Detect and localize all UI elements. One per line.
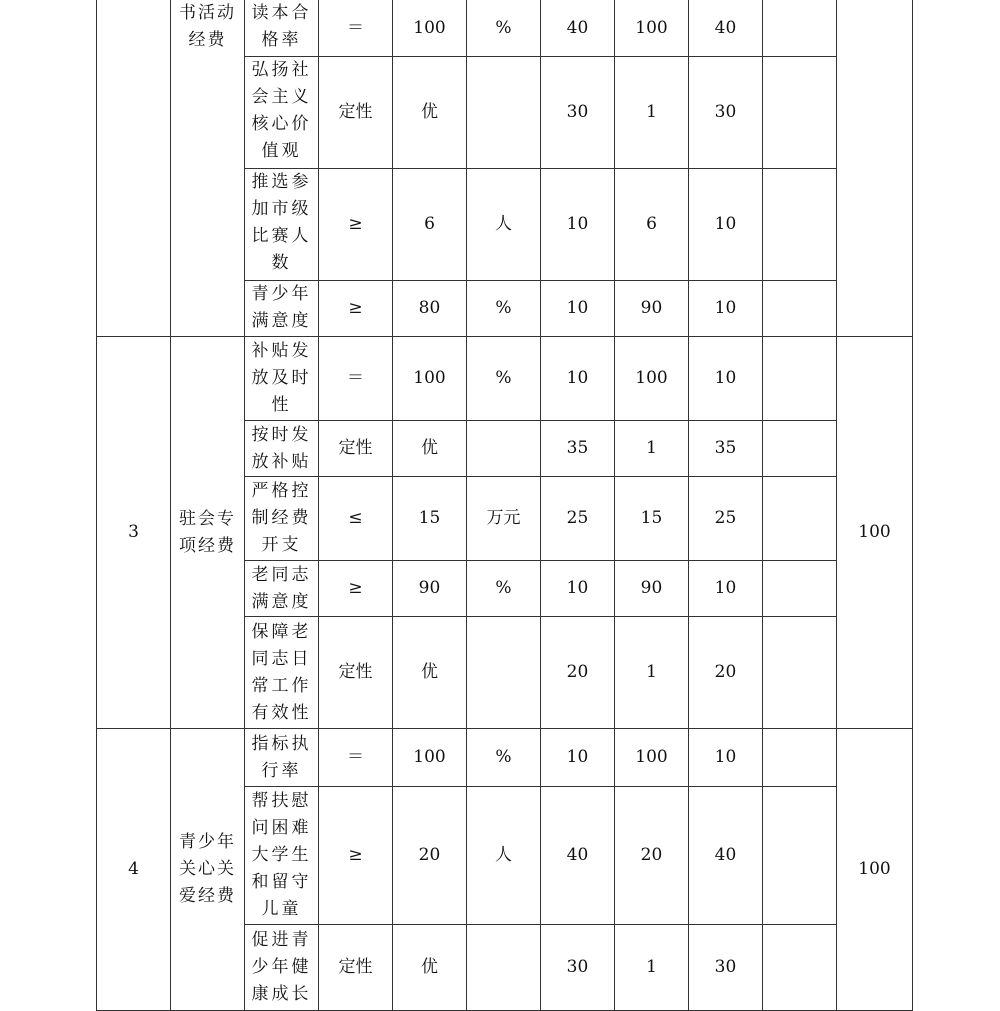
indicator-cell [245, 925, 319, 1011]
project-name-cell-text: 驻会专项经费 [179, 508, 236, 556]
target-cell: 80 [393, 281, 467, 337]
remark-cell [763, 57, 837, 169]
operator-cell: ＝ [319, 337, 393, 421]
indicator-cell-text: 按时发放补贴 [251, 424, 312, 472]
indicator-cell-text: 指标执行率 [251, 733, 312, 781]
score-cell: 35 [689, 421, 763, 477]
remark-cell [763, 729, 837, 787]
actual-cell: 90 [615, 561, 689, 617]
indicator-cell [245, 337, 319, 421]
weight-cell: 20 [541, 617, 615, 729]
operator-cell: 定性 [319, 421, 393, 477]
target-cell: 20 [393, 787, 467, 925]
score-cell: 30 [689, 57, 763, 169]
operator-cell: ＝ [319, 729, 393, 787]
table-row [97, 0, 913, 57]
unit-cell [467, 421, 541, 477]
indicator-cell-text: 帮扶慰问困难大学生和留守儿童 [251, 791, 312, 919]
indicator-cell [245, 0, 319, 57]
unit-cell [467, 57, 541, 169]
indicator-cell-text: 推选参加市级比赛人数 [251, 172, 312, 273]
unit-cell: % [467, 729, 541, 787]
actual-cell: 100 [615, 0, 689, 57]
indicator-cell-text: 严格控制经费开支 [251, 481, 312, 555]
weight-cell: 35 [541, 421, 615, 477]
unit-cell: % [467, 0, 541, 57]
indicator-cell [245, 169, 319, 281]
indicator-cell [245, 57, 319, 169]
score-cell: 40 [689, 0, 763, 57]
project-name-cell-text: 书活动经费 [179, 3, 236, 50]
indicator-cell-text: 弘扬社会主义核心价值观 [251, 60, 312, 161]
indicator-cell-text: 促进青少年健康成长 [251, 930, 312, 1004]
operator-cell: 定性 [319, 617, 393, 729]
remark-cell [763, 337, 837, 421]
target-cell: 100 [393, 337, 467, 421]
weight-cell: 25 [541, 477, 615, 561]
project-number-cell [97, 0, 171, 337]
performance-table [96, 0, 913, 1011]
unit-cell: % [467, 561, 541, 617]
weight-cell: 10 [541, 561, 615, 617]
target-cell: 90 [393, 561, 467, 617]
indicator-cell-text: 补贴发放及时性 [251, 341, 312, 415]
target-cell: 100 [393, 0, 467, 57]
weight-cell: 30 [541, 925, 615, 1011]
unit-cell: 万元 [467, 477, 541, 561]
operator-cell: ≥ [319, 169, 393, 281]
indicator-cell [245, 787, 319, 925]
unit-cell [467, 617, 541, 729]
remark-cell [763, 617, 837, 729]
remark-cell [763, 477, 837, 561]
actual-cell: 1 [615, 617, 689, 729]
project-number-cell: 3 [97, 337, 171, 729]
project-name-cell [171, 729, 245, 1011]
score-cell: 10 [689, 281, 763, 337]
total-score-cell: 100 [837, 337, 913, 729]
score-cell: 10 [689, 337, 763, 421]
remark-cell [763, 421, 837, 477]
target-cell: 优 [393, 57, 467, 169]
remark-cell [763, 169, 837, 281]
weight-cell: 10 [541, 337, 615, 421]
actual-cell: 1 [615, 925, 689, 1011]
score-cell: 10 [689, 729, 763, 787]
remark-cell [763, 0, 837, 57]
project-name-cell [171, 337, 245, 729]
unit-cell: 人 [467, 169, 541, 281]
operator-cell: ≥ [319, 561, 393, 617]
indicator-cell-text: 老同志满意度 [251, 564, 312, 612]
score-cell: 25 [689, 477, 763, 561]
actual-cell: 90 [615, 281, 689, 337]
table-row [97, 729, 913, 787]
actual-cell: 20 [615, 787, 689, 925]
actual-cell: 100 [615, 729, 689, 787]
unit-cell: % [467, 281, 541, 337]
indicator-cell [245, 281, 319, 337]
operator-cell: 定性 [319, 57, 393, 169]
project-number-cell: 4 [97, 729, 171, 1011]
table-body [97, 0, 913, 1011]
unit-cell: % [467, 337, 541, 421]
indicator-cell [245, 477, 319, 561]
weight-cell: 10 [541, 169, 615, 281]
score-cell: 30 [689, 925, 763, 1011]
remark-cell [763, 787, 837, 925]
total-score-cell: 100 [837, 729, 913, 1011]
table-row [97, 337, 913, 421]
operator-cell: ＝ [319, 0, 393, 57]
score-cell: 20 [689, 617, 763, 729]
weight-cell: 30 [541, 57, 615, 169]
operator-cell: ≥ [319, 787, 393, 925]
indicator-cell [245, 617, 319, 729]
indicator-cell [245, 421, 319, 477]
score-cell: 40 [689, 787, 763, 925]
indicator-cell [245, 561, 319, 617]
target-cell: 6 [393, 169, 467, 281]
weight-cell: 10 [541, 281, 615, 337]
target-cell: 15 [393, 477, 467, 561]
target-cell: 优 [393, 421, 467, 477]
target-cell: 100 [393, 729, 467, 787]
project-name-cell [171, 0, 245, 337]
weight-cell: 10 [541, 729, 615, 787]
total-score-cell [837, 0, 913, 337]
score-cell: 10 [689, 169, 763, 281]
actual-cell: 1 [615, 421, 689, 477]
weight-cell: 40 [541, 0, 615, 57]
remark-cell [763, 561, 837, 617]
weight-cell: 40 [541, 787, 615, 925]
actual-cell: 1 [615, 57, 689, 169]
indicator-cell [245, 729, 319, 787]
operator-cell: 定性 [319, 925, 393, 1011]
remark-cell [763, 281, 837, 337]
project-name-cell-text: 青少年关心关爱经费 [179, 832, 236, 906]
actual-cell: 6 [615, 169, 689, 281]
operator-cell: ≤ [319, 477, 393, 561]
actual-cell: 15 [615, 477, 689, 561]
indicator-cell-text: 读本合格率 [251, 3, 312, 50]
unit-cell: 人 [467, 787, 541, 925]
operator-cell: ≥ [319, 281, 393, 337]
actual-cell: 100 [615, 337, 689, 421]
unit-cell [467, 925, 541, 1011]
score-cell: 10 [689, 561, 763, 617]
indicator-cell-text: 青少年满意度 [251, 284, 312, 331]
indicator-cell-text: 保障老同志日常工作有效性 [251, 621, 312, 723]
target-cell: 优 [393, 617, 467, 729]
remark-cell [763, 925, 837, 1011]
target-cell: 优 [393, 925, 467, 1011]
